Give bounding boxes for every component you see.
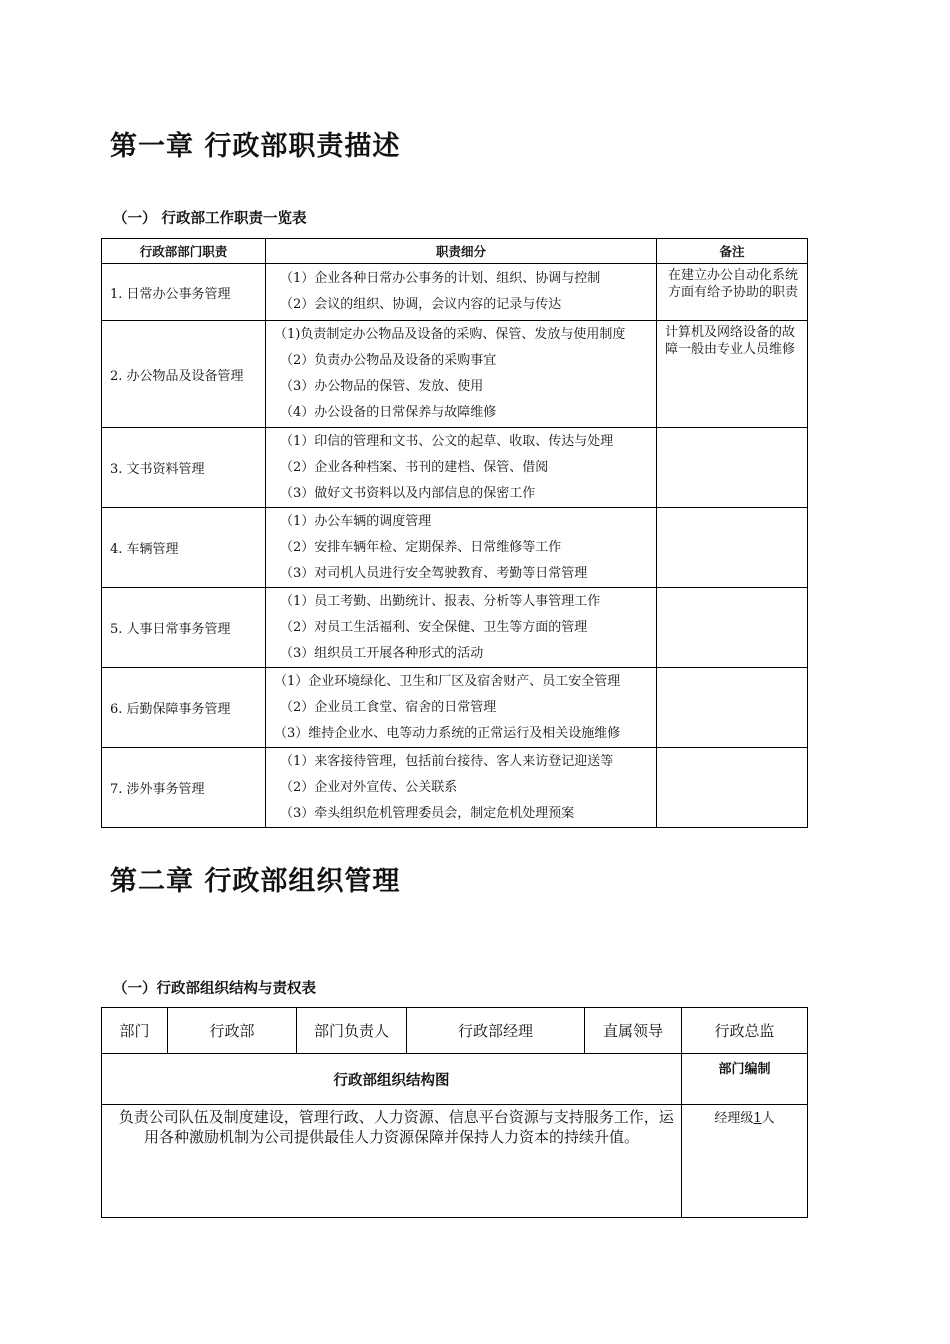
duty-note <box>657 588 808 668</box>
org-header-row <box>102 1008 808 1054</box>
duty-detail-line: （1）来客接待管理，包括前台接待、客人来访登记迎送等 <box>280 753 614 769</box>
duty-category: 7. 涉外事务管理 <box>102 748 266 828</box>
table-row <box>102 748 808 828</box>
manager-count: 1 <box>753 1111 762 1126</box>
duty-detail-line: （4）办公设备的日常保养与故障维修 <box>280 405 497 420</box>
duty-details <box>266 264 657 321</box>
dept-description <box>102 1105 682 1218</box>
duty-note <box>657 508 808 588</box>
manager-level-prefix: 经理级 <box>714 1111 754 1126</box>
duty-table <box>101 238 808 828</box>
duty-details <box>266 588 657 668</box>
duty-category: 2. 办公物品及设备管理 <box>102 321 266 428</box>
duty-details <box>266 748 657 828</box>
duty-table-header <box>102 239 808 264</box>
header-note: 备注 <box>657 239 808 264</box>
superior-label: 直属领导 <box>585 1008 682 1054</box>
duty-details <box>266 321 657 428</box>
duty-detail-line: （2）负责办公物品及设备的采购事宜 <box>280 353 497 368</box>
head-value: 行政部经理 <box>407 1008 585 1054</box>
duty-detail-line: （1）印信的管理和文书、公文的起草、收取、传达与处理 <box>280 433 614 449</box>
duty-detail-line: （3）办公物品的保管、发放、使用 <box>280 379 484 394</box>
duty-detail-line: （1）企业各种日常办公事务的计划、组织、协调与控制 <box>280 271 601 286</box>
table-row <box>102 428 808 508</box>
duty-note: 计算机及网络设备的故障一般由专业人员维修 <box>657 321 808 428</box>
org-title-row <box>102 1054 808 1105</box>
org-desc-row <box>102 1105 808 1218</box>
duty-detail-line: （3）做好文书资料以及内部信息的保密工作 <box>280 485 536 501</box>
table-row <box>102 508 808 588</box>
duty-note <box>657 428 808 508</box>
table-row <box>102 668 808 748</box>
duty-detail-line: （2）对员工生活福利、安全保健、卫生等方面的管理 <box>280 619 588 635</box>
manager-unit: 人 <box>761 1111 775 1126</box>
duty-detail-line: （1）办公车辆的调度管理 <box>280 513 432 529</box>
duty-details <box>266 428 657 508</box>
duty-detail-line: （1）企业环境绿化、卫生和厂区及宿舍财产、员工安全管理 <box>274 673 621 689</box>
duty-detail-line: （3）维持企业水、电等动力系统的正常运行及相关设施维修 <box>274 725 621 741</box>
duty-details <box>266 508 657 588</box>
duty-detail-line: （2）企业员工食堂、宿舍的日常管理 <box>280 699 497 715</box>
head-label: 部门负责人 <box>297 1008 407 1054</box>
staffing-label: 部门编制 <box>682 1054 808 1105</box>
dept-label: 部门 <box>102 1008 168 1054</box>
table-row <box>102 321 808 428</box>
duty-category: 4. 车辆管理 <box>102 508 266 588</box>
duty-detail-line: （3）组织员工开展各种形式的活动 <box>280 645 484 661</box>
org-table <box>101 1007 808 1218</box>
duty-detail-line: （3）牵头组织危机管理委员会，制定危机处理预案 <box>280 805 575 821</box>
duty-details <box>266 668 657 748</box>
duty-category: 3. 文书资料管理 <box>102 428 266 508</box>
duty-note: 在建立办公自动化系统方面有给予协助的职责 <box>657 264 808 321</box>
table-row <box>102 264 808 321</box>
duty-category: 5. 人事日常事务管理 <box>102 588 266 668</box>
duty-detail-line: （2）企业各种档案、书刊的建档、保管、借阅 <box>280 459 549 475</box>
duty-category: 1. 日常办公事务管理 <box>102 264 266 321</box>
header-dept-duty: 行政部部门职责 <box>102 239 266 264</box>
superior-value: 行政总监 <box>682 1008 808 1054</box>
duty-note <box>657 668 808 748</box>
duty-note <box>657 748 808 828</box>
duty-category: 6. 后勤保障事务管理 <box>102 668 266 748</box>
section-2-title: （一）行政部组织结构与责权表 <box>113 981 316 997</box>
chapter-2-title: 第二章 行政部组织管理 <box>110 866 401 897</box>
duty-detail-line: （1)负责制定办公物品及设备的采购、保管、发放与使用制度 <box>274 327 626 342</box>
duty-detail-line: （2）安排车辆年检、定期保养、日常维修等工作 <box>280 539 562 555</box>
duty-detail-line: （1）员工考勤、出勤统计、报表、分析等人事管理工作 <box>280 593 601 609</box>
chapter-1-title: 第一章 行政部职责描述 <box>110 131 401 162</box>
manager-staffing <box>682 1105 808 1218</box>
dept-description-text: 负责公司队伍及制度建设，管理行政、人力资源、信息平台资源与支持服务工作，运用各种激励机制为公司提供最佳人力资源保障并保持人力资本的持续升值。 <box>118 1108 674 1146</box>
table-row <box>102 588 808 668</box>
section-1-title: （一） 行政部工作职责一览表 <box>113 211 307 227</box>
duty-detail-line: （3）对司机人员进行安全驾驶教育、考勤等日常管理 <box>280 565 588 581</box>
org-chart-title: 行政部组织结构图 <box>102 1054 682 1105</box>
duty-detail-line: （2）企业对外宣传、公关联系 <box>280 779 458 795</box>
duty-detail-line: （2）会议的组织、协调，会议内容的记录与传达 <box>280 297 562 312</box>
header-duty-detail: 职责细分 <box>266 239 657 264</box>
dept-value: 行政部 <box>168 1008 297 1054</box>
